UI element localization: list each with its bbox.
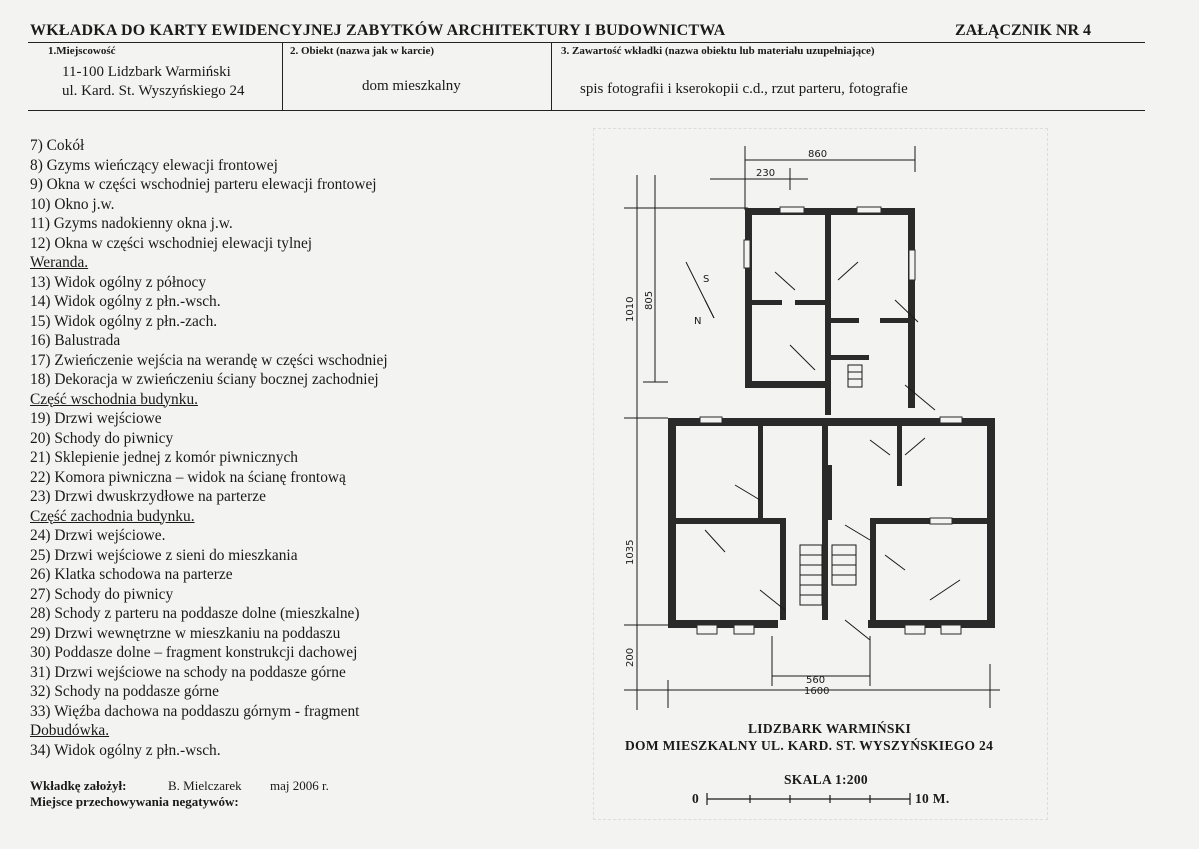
list-item: 16) Balustrada: [30, 332, 121, 349]
north-s: S: [703, 274, 710, 285]
location-line1: 11-100 Lidzbark Warmiński: [62, 64, 231, 80]
section-heading: Weranda.: [30, 254, 89, 271]
dim-860: 860: [808, 149, 828, 160]
list-item: 9) Okna w części wschodniej parteru elewacji frontowej: [30, 176, 377, 193]
storage-label: Miejsce przechowywania negatywów:: [30, 794, 239, 809]
list-item: 25) Drzwi wejściowe z sieni do mieszkania: [30, 546, 298, 564]
object-value: dom mieszkalny: [362, 78, 461, 94]
section-heading: Część wschodnia budynku.: [30, 390, 198, 408]
list-item: 23) Drzwi dwuskrzydłowe na parterze: [30, 488, 266, 505]
dim-1035: 1035: [625, 539, 636, 565]
list-item: 26) Klatka schodowa na parterze: [30, 566, 233, 583]
annex-number: ZAŁĄCZNIK NR 4: [955, 22, 1092, 39]
list-item: 28) Schody z parteru na poddasze dolne (mieszkalne): [30, 605, 360, 622]
list-item: 22) Komora piwniczna – widok na ścianę frontową: [30, 468, 346, 486]
list-item: 17) Zwieńczenie wejścia na werandę w części wschodniej: [30, 351, 388, 369]
plan-caption-line2: DOM MIESZKALNY UL. KARD. ST. WYSZYŃSKIEGO 24: [625, 738, 994, 753]
list-item: 24) Drzwi wejściowe.: [30, 527, 166, 544]
list-item: 32) Schody na poddasze górne: [30, 683, 219, 700]
list-item: 31) Drzwi wejściowe na schody na poddasze górne: [30, 663, 346, 681]
section-heading: Dobudówka.: [30, 722, 110, 739]
list-item: 34) Widok ogólny z płn.-wsch.: [30, 741, 221, 759]
list-item: 21) Sklepienie jednej z komór piwnicznych: [30, 449, 298, 466]
list-item: 10) Okno j.w.: [30, 195, 115, 213]
content-value: spis fotografii i kserokopii c.d., rzut parteru, fotografie: [580, 81, 908, 97]
list-item: 27) Schody do piwnicy: [30, 585, 174, 603]
document-title: WKŁADKA DO KARTY EWIDENCYJNEJ ZABYTKÓW ARCHITEKTURY I BUDOWNICTWA: [30, 22, 726, 39]
dim-805: 805: [644, 290, 655, 310]
list-item: 19) Drzwi wejściowe: [30, 410, 162, 427]
location-label: 1.Miejscowość: [48, 45, 116, 57]
dim-1600: 1600: [804, 686, 830, 697]
scale-end: 10 M.: [915, 791, 950, 806]
list-item: 7) Cokół: [30, 137, 85, 154]
object-label: 2. Obiekt (nazwa jak w karcie): [290, 45, 435, 57]
list-item: 12) Okna w części wschodniej elewacji tylnej: [30, 234, 313, 252]
content-label: 3. Zawartość wkładki (nazwa obiektu lub materiału uzupełniające): [561, 45, 875, 57]
section-heading: Część zachodnia budynku.: [30, 507, 195, 525]
dim-560: 560: [806, 675, 826, 686]
list-item: 20) Schody do piwnicy: [30, 429, 174, 447]
date-value: maj 2006 r.: [270, 778, 329, 793]
dim-200: 200: [625, 647, 636, 667]
list-item: 13) Widok ogólny z północy: [30, 273, 207, 291]
plan-caption-line1: LIDZBARK WARMIŃSKI: [748, 721, 912, 736]
list-item: 11) Gzyms nadokienny okna j.w.: [30, 215, 233, 232]
list-item: 30) Poddasze dolne – fragment konstrukcji dachowej: [30, 644, 358, 661]
list-item: 29) Drzwi wewnętrzne w mieszkaniu na poddaszu: [30, 624, 341, 642]
dim-230: 230: [756, 168, 776, 179]
list-item: 8) Gzyms wieńczący elewacji frontowej: [30, 156, 278, 174]
location-line2: ul. Kard. St. Wyszyńskiego 24: [62, 83, 245, 99]
author-label: Wkładkę założył:: [30, 778, 127, 793]
list-item: 15) Widok ogólny z płn.-zach.: [30, 312, 218, 330]
list-item: 14) Widok ogólny z płn.-wsch.: [30, 293, 221, 310]
scale-label: SKALA 1:200: [784, 772, 868, 787]
dim-1010: 1010: [625, 296, 636, 322]
list-item: 33) Więźba dachowa na poddaszu górnym - fragment: [30, 702, 360, 720]
scale-start: 0: [692, 791, 700, 806]
list-item: 18) Dekoracja w zwieńczeniu ściany bocznej zachodniej: [30, 371, 379, 388]
scale-bar: [707, 793, 910, 805]
author-value: B. Mielczarek: [168, 778, 242, 793]
north-arrow: [686, 262, 714, 318]
north-n: N: [694, 316, 702, 327]
